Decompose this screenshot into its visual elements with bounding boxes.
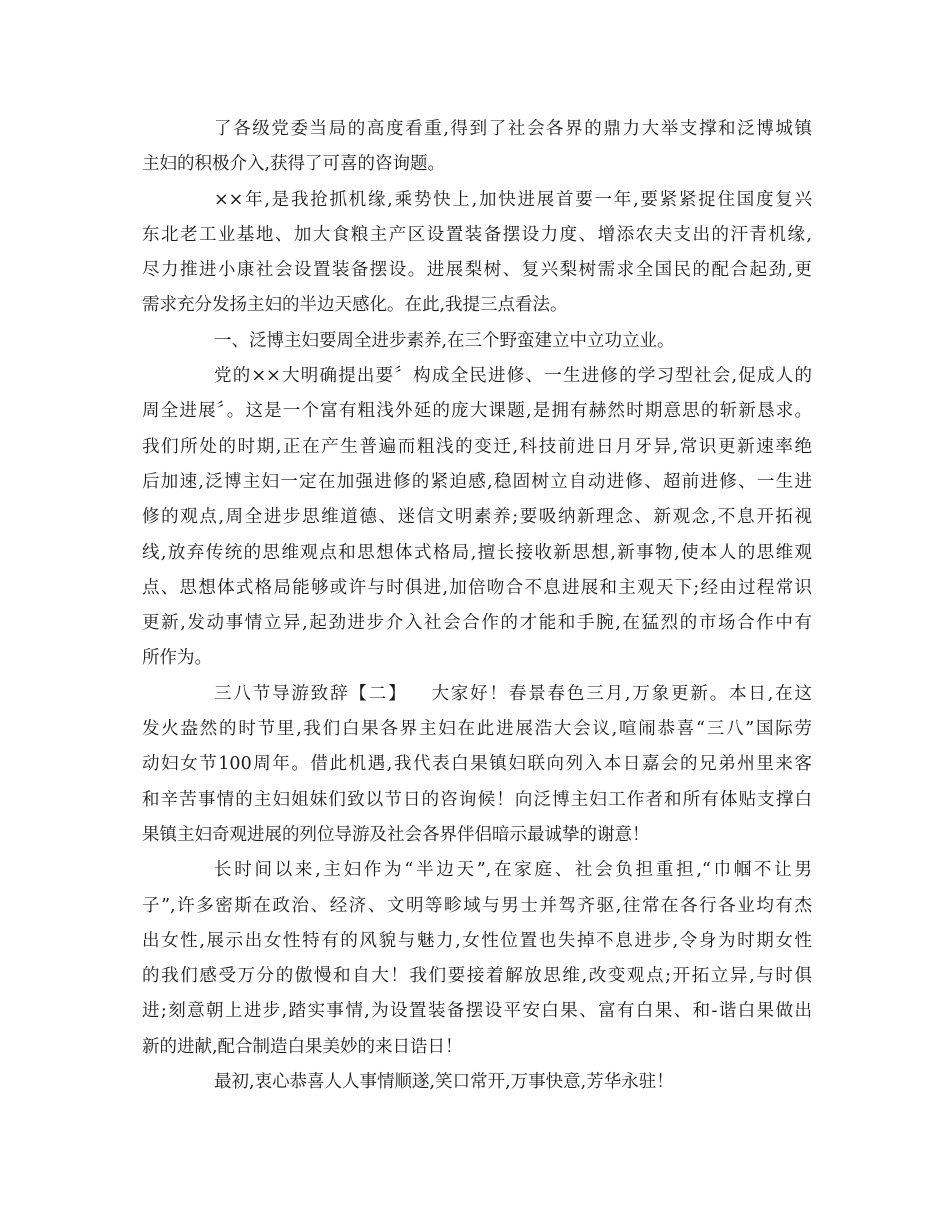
text-line: 一、泛博主妇要周全进步素养,在三个野蛮建立中立功立业。 bbox=[214, 330, 675, 351]
text-line: 新的进献,配合制造白果美妙的来日诰日！ bbox=[142, 1036, 463, 1057]
text-run: 大家好！春景春色三月,万象更新。本日,在这 bbox=[431, 683, 812, 704]
paragraph bbox=[142, 1065, 812, 1100]
text-line: 发火盎然的时节里,我们白果各界主妇在此进展浩大会议,喧闹恭喜“三八”国际劳 bbox=[142, 719, 812, 740]
paragraph bbox=[142, 853, 812, 1065]
text-line: 了各级党委当局的高度看重,得到了社会各界的鼎力大举支撑和泛博城镇 bbox=[214, 119, 812, 139]
text-line: 更新,发动事情立异,起劲进步介入社会合作的才能和手腕,在猛烈的市场合作中有 bbox=[142, 613, 812, 634]
text-line: 和辛苦事情的主妇姐妹们致以节日的咨询候！向泛博主妇工作者和所有体贴支撑白 bbox=[142, 789, 812, 810]
paragraph bbox=[142, 359, 812, 677]
text-line: 东北老工业基地、加大食粮主产区设置装备摆设力度、增添农夫支出的汗青机缘, bbox=[142, 224, 812, 245]
text-line: 修的观点,周全进步思维道德、迷信文明素养;要吸纳新理念、新观念,不息开拓视 bbox=[142, 507, 812, 528]
text-line: 最初,衷心恭喜人人事情顺遂,笑口常开,万事快意,芳华永驻！ bbox=[214, 1072, 674, 1093]
text-line: 长时间以来,主妇作为“半边天”,在家庭、社会负担重担,“巾帼不让男 bbox=[214, 860, 812, 881]
text-line: 线,放弃传统的思维观点和思想体式格局,擅长接收新思想,新事物,使本人的思维观 bbox=[142, 542, 812, 563]
paragraph bbox=[142, 324, 812, 359]
text-line: 出女性,展示出女性特有的风貌与魅力,女性位置也失掉不息进步,令身为时期女性 bbox=[142, 930, 812, 951]
text-line bbox=[142, 677, 812, 712]
section-heading: 三八节导游致辞【二】 bbox=[214, 683, 408, 704]
paragraph bbox=[142, 677, 812, 853]
text-line: 动妇女节100周年。借此机遇,我代表白果镇妇联向列入本日嘉会的兄弟州里来客 bbox=[142, 754, 812, 775]
text-line: 果镇主妇奇观进展的列位导游及社会各界伴侣暗示最诚挚的谢意！ bbox=[142, 824, 650, 845]
text-line: 的我们感受万分的傲慢和自大！我们要接着解放思维,改变观点;开拓立异,与时俱 bbox=[142, 966, 812, 987]
text-line: ××年,是我抢抓机缘,乘势快上,加快进展首要一年,要紧紧捉住国度复兴 bbox=[214, 189, 812, 210]
text-line: 后加速,泛博主妇一定在加强进修的紧迫感,稳固树立自动进修、超前进修、一生进 bbox=[142, 471, 812, 492]
text-line: 进;刻意朝上进步,踏实事情,为设置装备摆设平安白果、富有白果、和-谐白果做出 bbox=[142, 1001, 812, 1022]
text-line: 党的××大明确提出要〞构成全民进修、一生进修的学习型社会,促成人的 bbox=[214, 366, 812, 387]
text-line: 尽力推进小康社会设置装备摆设。进展梨树、复兴梨树需求全国民的配合起劲,更 bbox=[142, 260, 812, 281]
text-line: 周全进展〞。这是一个富有粗浅外延的庞大课题,是拥有赫然时期意思的斩新恳求。 bbox=[142, 401, 812, 422]
text-line: 需求充分发扬主妇的半边天感化。在此,我提三点看法。 bbox=[142, 295, 568, 316]
paragraph bbox=[142, 112, 812, 183]
document-body bbox=[142, 112, 812, 1100]
text-line: 点、思想体式格局能够或许与时俱进,加倍吻合不息进展和主观天下;经由过程常识 bbox=[142, 577, 812, 598]
text-line: 我们所处的时期,正在产生普遍而粗浅的变迁,科技前进日月牙异,常识更新速率绝 bbox=[142, 436, 812, 457]
paragraph bbox=[142, 183, 812, 324]
text-line: 所作为。 bbox=[142, 648, 212, 669]
text-line: 主妇的积极介入,获得了可喜的咨询题。 bbox=[142, 154, 446, 175]
text-line: 子”,许多密斯在政治、经济、文明等畛域与男士并驾齐驱,往常在各行各业均有杰 bbox=[142, 895, 812, 916]
